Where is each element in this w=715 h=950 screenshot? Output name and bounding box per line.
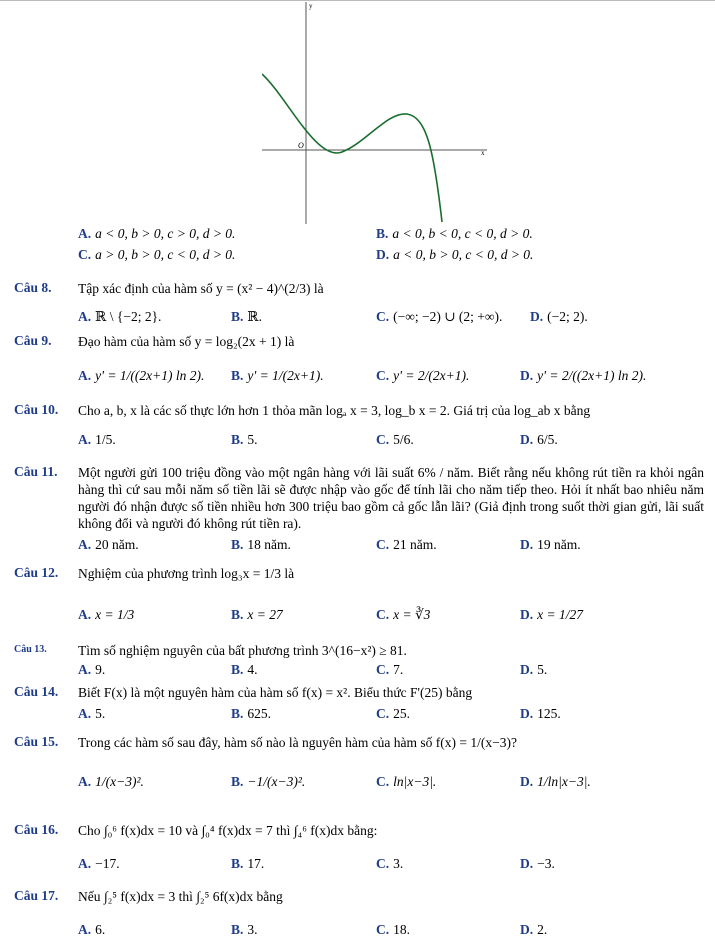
q10-option-d[interactable]: D. 6/5.: [520, 432, 558, 447]
q14-option-c[interactable]: C. 25.: [376, 706, 410, 721]
q14-option-d[interactable]: D. 125.: [520, 706, 561, 721]
question-text: Nghiệm của phương trình log₃x = 1/3 là: [78, 566, 295, 581]
q9-option-b[interactable]: B. y' = 1/(2x+1).: [231, 368, 324, 383]
q16-option-b[interactable]: B. 17.: [231, 856, 265, 871]
q13-option-b[interactable]: B. 4.: [231, 662, 258, 677]
question-text: Một người gửi 100 triệu đồng vào một ngân hàng với lãi suất 6% / năm. Biết rằng nếu không rút tiền ra khỏi ngân hàng thì cứ sau mỗi năm số tiền lãi sẽ được nhập vào gốc để tính lãi cho năm tiếp theo. Hỏi ít nhất bao nhiêu năm người đó nhận được số tiền nhiều hơn 300 triệu bao gồm cả gốc lẫn lãi? (Giả định trong suốt thời gian gửi, lãi suất không đổi và người đó không rút tiền ra).: [78, 465, 704, 531]
q8-option-d[interactable]: D. (−2; 2).: [530, 309, 588, 324]
q11-option-a[interactable]: A. 20 năm.: [78, 537, 139, 552]
q9-option-a[interactable]: A. y' = 1/((2x+1) ln 2).: [78, 368, 205, 383]
q15-option-b[interactable]: B. −1/(x−3)².: [231, 774, 306, 789]
q17-option-d[interactable]: D. 2.: [520, 922, 548, 937]
q13-option-d[interactable]: D. 5.: [520, 662, 548, 677]
q10-option-b[interactable]: B. 5.: [231, 432, 258, 447]
q9-option-c[interactable]: C. y' = 2/(2x+1).: [376, 368, 470, 383]
q16-option-d[interactable]: D. −3.: [520, 856, 555, 871]
q10-option-c[interactable]: C. 5/6.: [376, 432, 414, 447]
q7-option-b[interactable]: B. a < 0, b < 0, c < 0, d > 0.: [376, 226, 533, 241]
cubic-function-graph: [262, 2, 492, 224]
cubic-curve: [262, 74, 442, 222]
question-label: Câu 12.: [14, 565, 59, 580]
q8-option-b[interactable]: B. ℝ.: [231, 309, 262, 324]
question-label: Câu 17.: [14, 888, 59, 903]
q13-option-c[interactable]: C. 7.: [376, 662, 404, 677]
q14-option-a[interactable]: A. 5.: [78, 706, 106, 721]
question-label: Câu 15.: [14, 734, 59, 749]
q12-option-d[interactable]: D. x = 1/27: [520, 607, 583, 622]
question-text: Nếu ∫₂⁵ f(x)dx = 3 thì ∫₂⁵ 6f(x)dx bằng: [78, 889, 283, 904]
q15-option-a[interactable]: A. 1/(x−3)².: [78, 774, 144, 789]
question-text: Trong các hàm số sau đây, hàm số nào là nguyên hàm của hàm số f(x) = 1/(x−3)?: [78, 735, 517, 750]
question-text: Tìm số nghiệm nguyên của bất phương trình 3^(16−x²) ≥ 81.: [78, 643, 407, 658]
question-label: Câu 10.: [14, 402, 59, 417]
q14-option-b[interactable]: B. 625.: [231, 706, 272, 721]
q17-option-b[interactable]: B. 3.: [231, 922, 258, 937]
q16-option-c[interactable]: C. 3.: [376, 856, 404, 871]
q11-option-d[interactable]: D. 19 năm.: [520, 537, 581, 552]
q15-option-c[interactable]: C. ln|x−3|.: [376, 774, 437, 789]
x-axis-label: x: [481, 149, 485, 157]
question-label: Câu 8.: [14, 280, 52, 295]
q11-option-b[interactable]: B. 18 năm.: [231, 537, 291, 552]
q17-option-c[interactable]: C. 18.: [376, 922, 410, 937]
q16-option-a[interactable]: A. −17.: [78, 856, 120, 871]
q8-option-a[interactable]: A. ℝ \ {−2; 2}.: [78, 309, 162, 324]
question-text: Cho ∫₀⁶ f(x)dx = 10 và ∫₀⁴ f(x)dx = 7 thì ∫₄⁶ f(x)dx bằng:: [78, 823, 378, 838]
question-label: Câu 11.: [14, 464, 58, 479]
question-label: Câu 16.: [14, 822, 59, 837]
top-rule: [0, 0, 715, 1]
y-axis-label: y: [309, 2, 313, 10]
q9-option-d[interactable]: D. y' = 2/((2x+1) ln 2).: [520, 368, 647, 383]
q8-option-c[interactable]: C. (−∞; −2) ∪ (2; +∞).: [376, 309, 503, 324]
origin-label: O: [298, 141, 304, 150]
q12-option-b[interactable]: B. x = 27: [231, 607, 283, 622]
q11-option-c[interactable]: C. 21 năm.: [376, 537, 437, 552]
q15-option-d[interactable]: D. 1/ln|x−3|.: [520, 774, 591, 789]
question-11: [14, 464, 704, 534]
question-text: Tập xác định của hàm số y = (x² − 4)^(2/3) là: [78, 281, 324, 296]
question-text: Cho a, b, x là các số thực lớn hơn 1 thỏa mãn logₐ x = 3, log_b x = 2. Giá trị của log_ab x bằng: [78, 403, 591, 418]
q12-option-a[interactable]: A. x = 1/3: [78, 607, 135, 622]
q13-option-a[interactable]: A. 9.: [78, 662, 106, 677]
question-label: Câu 14.: [14, 684, 59, 699]
question-label: Câu 9.: [14, 333, 52, 348]
q7-option-d[interactable]: D. a < 0, b > 0, c < 0, d > 0.: [376, 247, 534, 262]
q12-option-c[interactable]: C. x = ∛3: [376, 607, 431, 622]
q7-option-a[interactable]: A. a < 0, b > 0, c > 0, d > 0.: [78, 226, 236, 241]
question-text: Biết F(x) là một nguyên hàm của hàm số f(x) = x². Biểu thức F'(25) bằng: [78, 685, 473, 700]
q7-option-c[interactable]: C. a > 0, b > 0, c < 0, d > 0.: [78, 247, 236, 262]
q17-option-a[interactable]: A. 6.: [78, 922, 106, 937]
q10-option-a[interactable]: A. 1/5.: [78, 432, 116, 447]
question-label: Câu 13.: [14, 644, 47, 655]
question-text: Đạo hàm của hàm số y = log₂(2x + 1) là: [78, 334, 295, 349]
